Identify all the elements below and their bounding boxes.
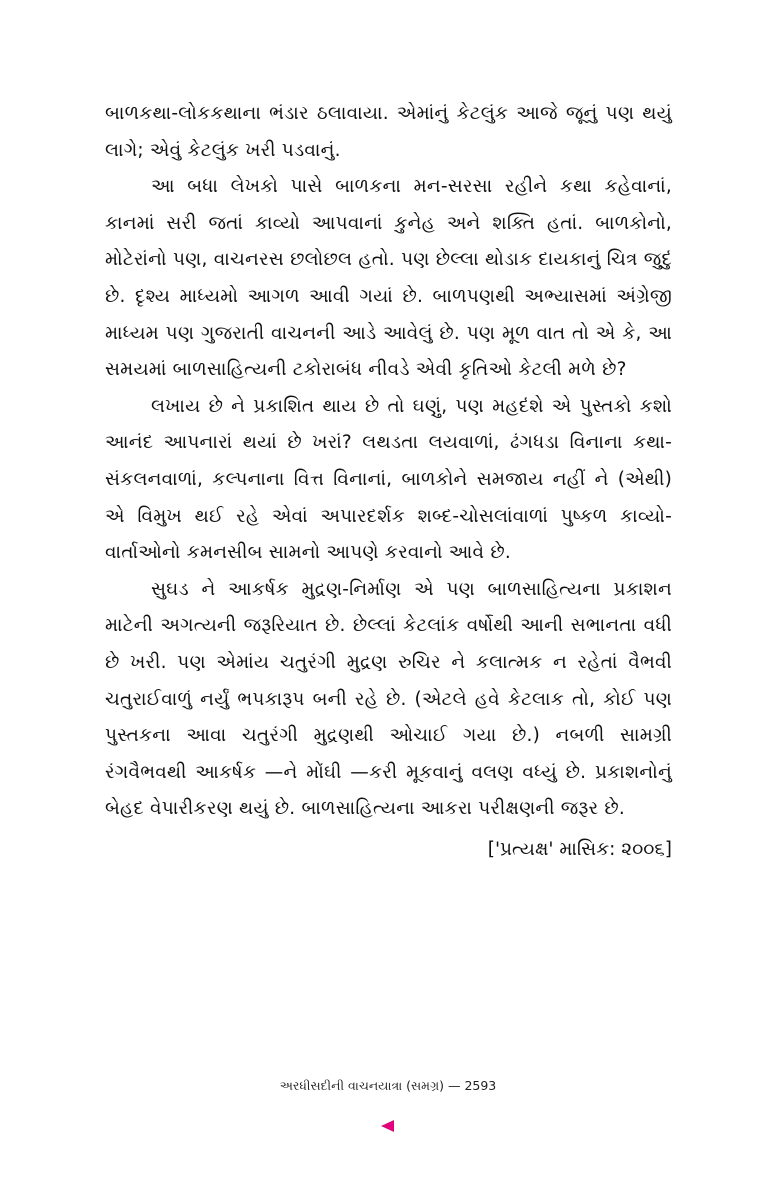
paragraph-4: સુઘડ ને આકર્ષક મુદ્રણ-નિર્માણ એ પણ બાળસાહિત્યના પ્રકાશન માટેની અગત્યની જરૂરિયાત છે. છેલ્લાં કેટલાંક વર્ષોથી આની સભાનતા વધી છે ખરી. પણ એમાંય ચતુરંગી મુદ્રણ રુચિર ને કલાત્મક ન રહેતાં વૈભવી ચતુરાઈવાળું નર્યું ભપકારૂપ બની રહે છે. (એટલે હવે કેટલાક તો, કોઈ પણ પુસ્તકના આવા ચતુરંગી મુદ્રણથી ઓચાઈ ગયા છે.) નબળી સામગ્રી રંગવૈભવથી આકર્ષક —ને મોંઘી —કરી મૂકવાનું વલણ વધ્યું છે. પ્રકાશનોનું બેહદ વેપારીકરણ થયું છે. બાળસાહિત્યના આકરા પરીક્ષણની જરૂર છે. — [105, 578, 672, 820]
source-citation: ['પ્રત્યક્ષ' માસિક: ૨૦૦૬] — [487, 838, 672, 860]
page-body — [105, 96, 672, 868]
paragraph-2: આ બધા લેખકો પાસે બાળકના મન-સરસા રહીને કથા કહેવાનાં, કાનમાં સરી જતાં કાવ્યો આપવાનાં કુનેહ અને શક્તિ હતાં. બાળકોનો, મોટેરાંનો પણ, વાચનરસ છલોછલ હતો. પણ છેલ્લા થોડાક દાયકાનું ચિત્ર જુદું છે. દૃશ્ય માધ્યમો આગળ આવી ગયાં છે. બાળપણથી અભ્યાસમાં અંગ્રેજી માધ્યમ પણ ગુજરાતી વાચનની આડે આવેલું છે. પણ મૂળ વાત તો એ કે, આ સમયમાં બાળસાહિત્યની ટકોરાબંધ નીવડે એવી કૃતિઓ કેટલી મળે છે? — [105, 176, 672, 381]
page-footer: અરધીસદીની વાચનયાત્રા (સમગ્ર) — 2593 — [279, 1078, 497, 1093]
paragraph-1: બાળકથા-લોકકથાના ભંડાર ઠલાવાયા. એમાંનું કેટલુંક આજે જૂનું પણ થયું લાગે; એવું કેટલુંક ખરી પડવાનું. — [105, 103, 672, 161]
paragraph-3: લખાય છે ને પ્રકાશિત થાય છે તો ઘણું, પણ મહદંશે એ પુસ્તકો કશો આનંદ આપનારાં થયાં છે ખરાં? લથડતા લયવાળાં, ઢંગધડા વિનાના કથા-સંકલનવાળાં, કલ્પનાના વિત્ત વિનાનાં, બાળકોને સમજાય નહીં ને (એથી) એ વિમુખ થઈ રહે એવાં અપારદર્શક શબ્દ-ચોસલાંવાળાં પુષ્કળ કાવ્યો-વાર્તાઓનો કમનસીબ સામનો આપણે કરવાનો આવે છે. — [105, 395, 672, 564]
previous-page-arrow-icon[interactable] — [381, 1120, 394, 1132]
